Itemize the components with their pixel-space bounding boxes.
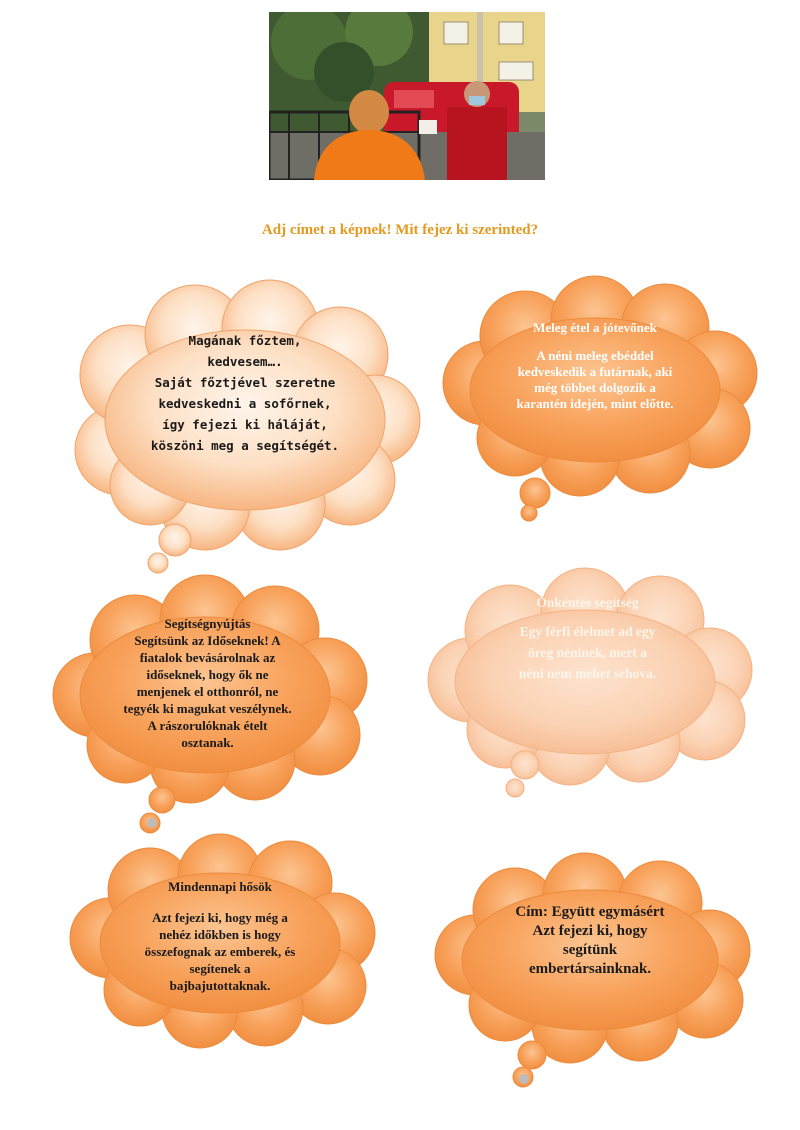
thought-cloud-2 <box>425 278 765 523</box>
cloud-6-line: Cím: Együtt egymásért <box>515 904 665 920</box>
thought-cloud-5 <box>60 838 380 1058</box>
cloud-1-line: köszöni meg a segítségét. <box>150 438 340 453</box>
cloud-3-line: osztanak. <box>181 735 234 750</box>
thought-cloud-3 <box>40 575 375 840</box>
cloud-3-line: A rászorulóknak ételt <box>147 718 268 733</box>
cloud-5-title: Mindennapi hősök <box>168 879 272 894</box>
cloud-5-line: nehéz időkben is hogy <box>159 927 281 942</box>
cloud-6-line: Azt fejezi ki, hogy <box>532 923 648 939</box>
cloud-4-text <box>460 592 715 684</box>
cloud-1-line: kedvesem…. <box>207 354 283 369</box>
thought-cloud-1 <box>50 280 430 580</box>
cloud-1-line: kedveskedni a sofőrnek, <box>158 396 332 411</box>
photo-courier-delivering-food <box>269 12 545 180</box>
cloud-5-line: segítenek a <box>189 961 251 976</box>
thought-cloud-6 <box>420 855 760 1100</box>
cloud-3-line: időseknek, hogy ők ne <box>146 667 269 682</box>
cloud-3-line: tegyék ki magukat veszélynek. <box>123 701 292 716</box>
cloud-5-text <box>95 878 345 994</box>
cloud-5-line: bajbajutottaknak. <box>169 978 271 993</box>
cloud-5-line: összefognak az emberek, és <box>144 944 296 959</box>
cloud-2-line: még többet dolgozik a <box>534 380 656 395</box>
cloud-4-line: néni nem mehet sehova. <box>518 666 657 681</box>
cloud-2-text <box>470 320 720 412</box>
cloud-1-line: így fejezi ki háláját, <box>162 417 328 432</box>
cloud-4-title: Önkéntes segítség <box>536 595 639 610</box>
cloud-6-line: embertársainknak. <box>528 961 652 977</box>
cloud-1-line: Magának főztem, <box>188 333 302 348</box>
worksheet-question: Adj címet a képnek! Mit fejez ki szerinted? <box>261 222 539 238</box>
thought-cloud-4 <box>415 570 760 805</box>
cloud-5-line: Azt fejezi ki, hogy még a <box>152 910 288 925</box>
cloud-4-line: Egy férfi élelmet ad egy <box>519 624 656 639</box>
cloud-3-line: fiatalok bevásárolnak az <box>139 650 276 665</box>
cloud-2-title: Meleg étel a jótevőnek <box>533 320 657 335</box>
cloud-3-title: Segítségnyújtás <box>164 616 251 631</box>
cloud-3-line: Segítsünk az Időseknek! A <box>134 633 281 648</box>
cloud-1-text <box>120 330 370 456</box>
cloud-4-line: öreg néninek, mert a <box>528 645 647 660</box>
cloud-2-line: kedveskedik a futárnak, aki <box>517 364 673 379</box>
cloud-3-line: menjenek el otthonról, ne <box>136 684 279 699</box>
cloud-1-line: Saját főztjével szeretne <box>154 375 336 390</box>
cloud-6-text <box>470 903 710 979</box>
cloud-2-line: A néni meleg ebéddel <box>536 348 654 363</box>
cloud-2-line: karantén idején, mint előtte. <box>516 396 674 411</box>
cloud-6-line: segítünk <box>562 942 618 958</box>
cloud-3-text <box>75 615 340 751</box>
